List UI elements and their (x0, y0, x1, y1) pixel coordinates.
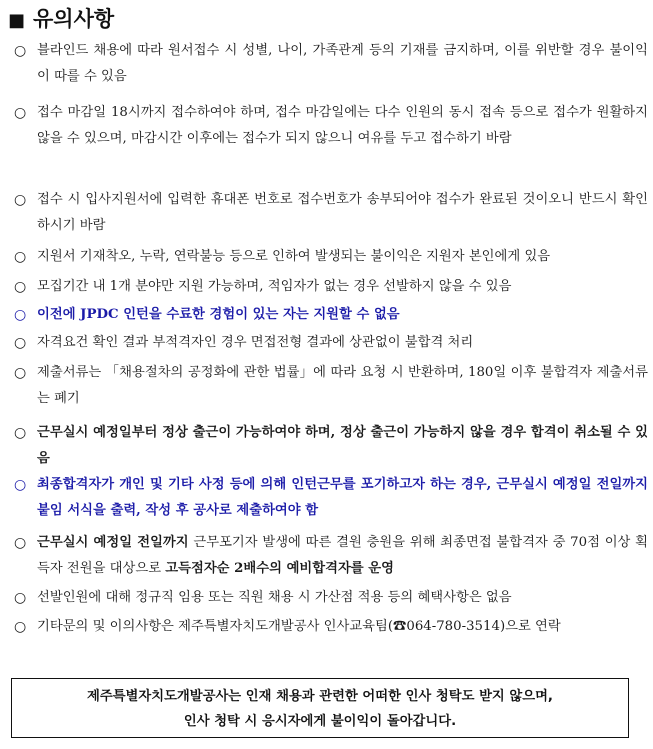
circle-bullet-icon: ○ (14, 365, 27, 381)
item-text: 접수 마감일 18시까지 접수하여야 하며, 접수 마감일에는 다수 인원의 동시 접속 등으로 접수가 원활하지 않을 수 있으며, 마감시간 이후에는 접수가 되지 않으니 여유를 두고 접수하기 바람 (37, 105, 648, 146)
item-text (14, 530, 648, 582)
circle-bullet-icon: ○ (14, 477, 27, 493)
notice-item-documents (14, 360, 648, 412)
item-text: 모집기간 내 1개 분야만 지원 가능하며, 적임자가 없는 경우 선발하지 않을 수 있음 (37, 279, 512, 294)
notice-item-no-benefits (14, 585, 648, 611)
notice-item-deadline (14, 100, 648, 152)
circle-bullet-icon: ○ (14, 619, 27, 635)
notice-item-one-field (14, 274, 648, 300)
no-solicitation-notice-box (11, 678, 629, 738)
notice-item-prior-intern (14, 302, 648, 328)
notice-item-contact (14, 614, 648, 640)
notice-item-forfeit (14, 472, 648, 524)
circle-bullet-icon: ○ (14, 279, 27, 295)
circle-bullet-icon: ○ (14, 105, 27, 121)
item-text: 제출서류는 「채용절차의 공정화에 관한 법률」에 따라 요청 시 반환하며, 180일 이후 불합격자 제출서류는 폐기 (37, 365, 648, 406)
circle-bullet-icon: ○ (14, 43, 27, 59)
circle-bullet-icon: ○ (14, 590, 27, 606)
notice-line-2: 인사 청탁 시 응시자에게 불이익이 돌아갑니다. (183, 714, 457, 729)
item-bold-tail: 고득점자순 2배수의 예비합격자를 운영 (165, 561, 394, 576)
item-text-mid: 근무포기자 발생에 따른 결원 충원을 위해 최종면접 불합격자 중 70점 이상 획득자 전원을 대상으로 (37, 535, 648, 576)
section-title-text: 유의사항 (33, 7, 115, 31)
notice-item-blind-hiring (14, 38, 648, 90)
item-text: 자격요건 확인 결과 부적격자인 경우 면접전형 결과에 상관없이 불합격 처리 (37, 335, 474, 350)
circle-bullet-icon: ○ (14, 307, 27, 323)
item-text: 지원서 기재착오, 누락, 연락불능 등으로 인하여 발생되는 불이익은 지원자 본인에게 있음 (37, 249, 551, 264)
item-text: 선발인원에 대해 정규직 임용 또는 직원 채용 시 가산점 적용 등의 혜택사항은 없음 (37, 590, 512, 605)
circle-bullet-icon: ○ (14, 192, 27, 208)
item-text: 기타문의 및 이의사항은 제주특별자치도개발공사 인사교육팀(☎064-780-3514)으로 연락 (37, 619, 561, 634)
notice-line-1: 제주특별자치도개발공사는 인재 채용과 관련한 어떠한 인사 청탁도 받지 않으며, (87, 689, 553, 704)
circle-bullet-icon: ○ (14, 335, 27, 351)
notice-item-applicant-responsibility (14, 244, 648, 270)
circle-bullet-icon: ○ (14, 535, 27, 551)
circle-bullet-icon: ○ (14, 425, 27, 441)
item-text: 최종합격자가 개인 및 기타 사정 등에 의해 인턴근무를 포기하고자 하는 경우, 근무실시 예정일 전일까지 붙임 서식을 출력, 작성 후 공사로 제출하여야 함 (37, 477, 648, 518)
item-bold-lead: 근무실시 예정일 전일까지 (37, 535, 189, 550)
square-bullet-icon: ■ (8, 10, 26, 31)
item-text: 접수 시 입사지원서에 입력한 휴대폰 번호로 접수번호가 송부되어야 접수가 완료된 것이오니 반드시 확인하시기 바람 (37, 192, 648, 233)
item-text: 블라인드 채용에 따라 원서접수 시 성별, 나이, 가족관계 등의 기재를 금지하며, 이를 위반할 경우 불이익이 따를 수 있음 (37, 43, 648, 84)
item-text: 이전에 JPDC 인턴을 수료한 경험이 있는 자는 지원할 수 없음 (37, 307, 400, 322)
notice-item-start-date (14, 420, 648, 472)
notice-item-eligibility (14, 330, 648, 356)
item-text: 근무실시 예정일부터 정상 출근이 가능하여야 하며, 정상 출근이 가능하지 않을 경우 합격이 취소될 수 있음 (37, 425, 648, 466)
section-title (8, 4, 114, 36)
notice-item-phone-confirm (14, 187, 648, 239)
notice-item-reserve-candidates (14, 530, 648, 582)
circle-bullet-icon: ○ (14, 249, 27, 265)
